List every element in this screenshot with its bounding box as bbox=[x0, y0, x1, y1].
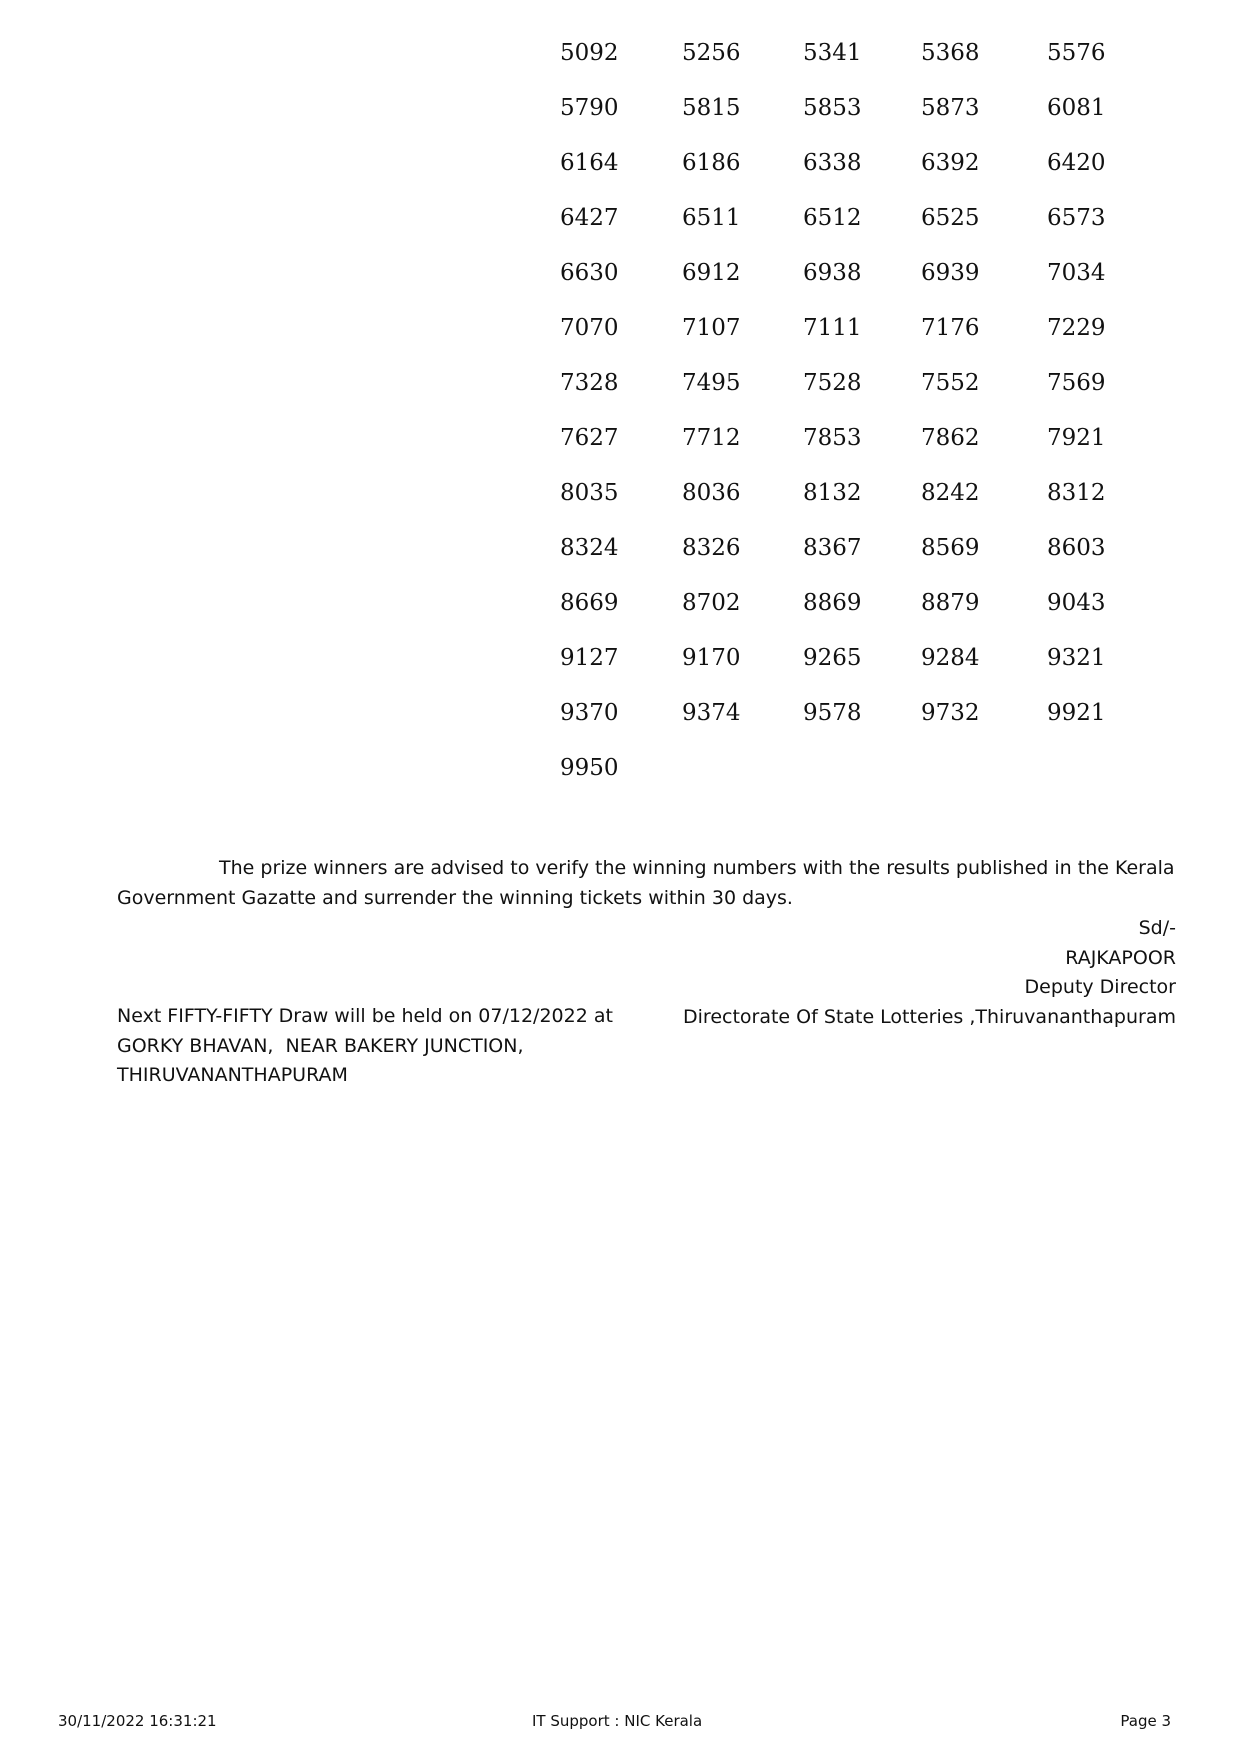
winning-number: 5815 bbox=[682, 95, 741, 121]
footer-it-support: IT Support : NIC Kerala bbox=[532, 1712, 703, 1730]
winning-number: 7853 bbox=[803, 425, 862, 451]
winning-number: 7111 bbox=[803, 315, 862, 341]
winning-number: 6186 bbox=[682, 150, 741, 176]
winning-number: 7862 bbox=[921, 425, 980, 451]
winning-number: 9732 bbox=[921, 700, 980, 726]
winning-number: 7176 bbox=[921, 315, 980, 341]
winning-number: 6081 bbox=[1047, 95, 1106, 121]
winning-number: 6512 bbox=[803, 205, 862, 231]
prize-notice-text: The prize winners are advised to verify the winning numbers with the results published in the Kerala Government Gazatte and surrender the winning tickets within 30 days. bbox=[117, 857, 1175, 909]
winning-number: 8132 bbox=[803, 480, 862, 506]
winning-number: 6938 bbox=[803, 260, 862, 286]
signatory-name: RAJKAPOOR bbox=[1065, 946, 1176, 969]
winning-number: 9321 bbox=[1047, 645, 1106, 671]
winning-number: 6427 bbox=[560, 205, 619, 231]
signature-sd: Sd/- bbox=[1138, 917, 1176, 939]
winning-number: 5576 bbox=[1047, 40, 1106, 66]
winning-number: 9950 bbox=[560, 755, 619, 781]
winning-number: 6525 bbox=[921, 205, 980, 231]
winning-number: 5092 bbox=[560, 40, 619, 66]
winning-number: 7627 bbox=[560, 425, 619, 451]
winning-number: 8367 bbox=[803, 535, 862, 561]
winning-number: 6164 bbox=[560, 150, 619, 176]
winning-number: 8879 bbox=[921, 590, 980, 616]
next-draw-line-3: THIRUVANANTHAPURAM bbox=[117, 1064, 348, 1086]
winning-number: 5790 bbox=[560, 95, 619, 121]
winning-number: 7569 bbox=[1047, 370, 1106, 396]
winning-number: 9374 bbox=[682, 700, 741, 726]
winning-number: 7070 bbox=[560, 315, 619, 341]
winning-number: 6420 bbox=[1047, 150, 1106, 176]
winning-number: 6912 bbox=[682, 260, 741, 286]
next-draw-line-2: GORKY BHAVAN, NEAR BAKERY JUNCTION, bbox=[117, 1034, 524, 1057]
winning-number: 7712 bbox=[682, 425, 741, 451]
winning-numbers-grid bbox=[560, 42, 1147, 812]
winning-number: 6392 bbox=[921, 150, 980, 176]
winning-number: 5256 bbox=[682, 40, 741, 66]
winning-number: 8035 bbox=[560, 480, 619, 506]
winning-number: 7229 bbox=[1047, 315, 1106, 341]
winning-number: 5341 bbox=[803, 40, 862, 66]
winning-number: 6511 bbox=[682, 205, 741, 231]
winning-number: 8569 bbox=[921, 535, 980, 561]
next-draw-line-1: Next FIFTY-FIFTY Draw will be held on 07/12/2022 at bbox=[117, 1005, 613, 1027]
winning-number: 6573 bbox=[1047, 205, 1106, 231]
winning-number: 8869 bbox=[803, 590, 862, 616]
winning-number: 6630 bbox=[560, 260, 619, 286]
winning-number: 9127 bbox=[560, 645, 619, 671]
signatory-office: Directorate Of State Lotteries ,Thiruvananthapuram bbox=[683, 1005, 1176, 1028]
winning-number: 7921 bbox=[1047, 425, 1106, 451]
winning-number: 8702 bbox=[682, 590, 741, 616]
next-draw-info bbox=[117, 1002, 677, 1091]
winning-number: 7034 bbox=[1047, 260, 1106, 286]
winning-number: 6939 bbox=[921, 260, 980, 286]
winning-number: 7328 bbox=[560, 370, 619, 396]
winning-number: 7552 bbox=[921, 370, 980, 396]
winning-number: 8312 bbox=[1047, 480, 1106, 506]
winning-number: 8669 bbox=[560, 590, 619, 616]
winning-number: 9265 bbox=[803, 645, 862, 671]
winning-number: 9370 bbox=[560, 700, 619, 726]
footer-page-number: Page 3 bbox=[1120, 1712, 1171, 1730]
winning-number: 9921 bbox=[1047, 700, 1106, 726]
footer-timestamp: 30/11/2022 16:31:21 bbox=[58, 1712, 217, 1730]
winning-number: 8603 bbox=[1047, 535, 1106, 561]
signatory-designation: Deputy Director bbox=[1024, 976, 1176, 998]
winning-number: 8326 bbox=[682, 535, 741, 561]
prize-notice bbox=[117, 853, 1177, 913]
winning-number: 8324 bbox=[560, 535, 619, 561]
winning-number: 5853 bbox=[803, 95, 862, 121]
signature-block bbox=[683, 914, 1176, 1032]
winning-number: 5368 bbox=[921, 40, 980, 66]
winning-number: 5873 bbox=[921, 95, 980, 121]
winning-number: 7107 bbox=[682, 315, 741, 341]
winning-number: 9578 bbox=[803, 700, 862, 726]
winning-number: 9284 bbox=[921, 645, 980, 671]
winning-number: 6338 bbox=[803, 150, 862, 176]
winning-number: 9170 bbox=[682, 645, 741, 671]
winning-number: 8242 bbox=[921, 480, 980, 506]
winning-number: 7528 bbox=[803, 370, 862, 396]
winning-number: 7495 bbox=[682, 370, 741, 396]
winning-number: 9043 bbox=[1047, 590, 1106, 616]
winning-number: 8036 bbox=[682, 480, 741, 506]
